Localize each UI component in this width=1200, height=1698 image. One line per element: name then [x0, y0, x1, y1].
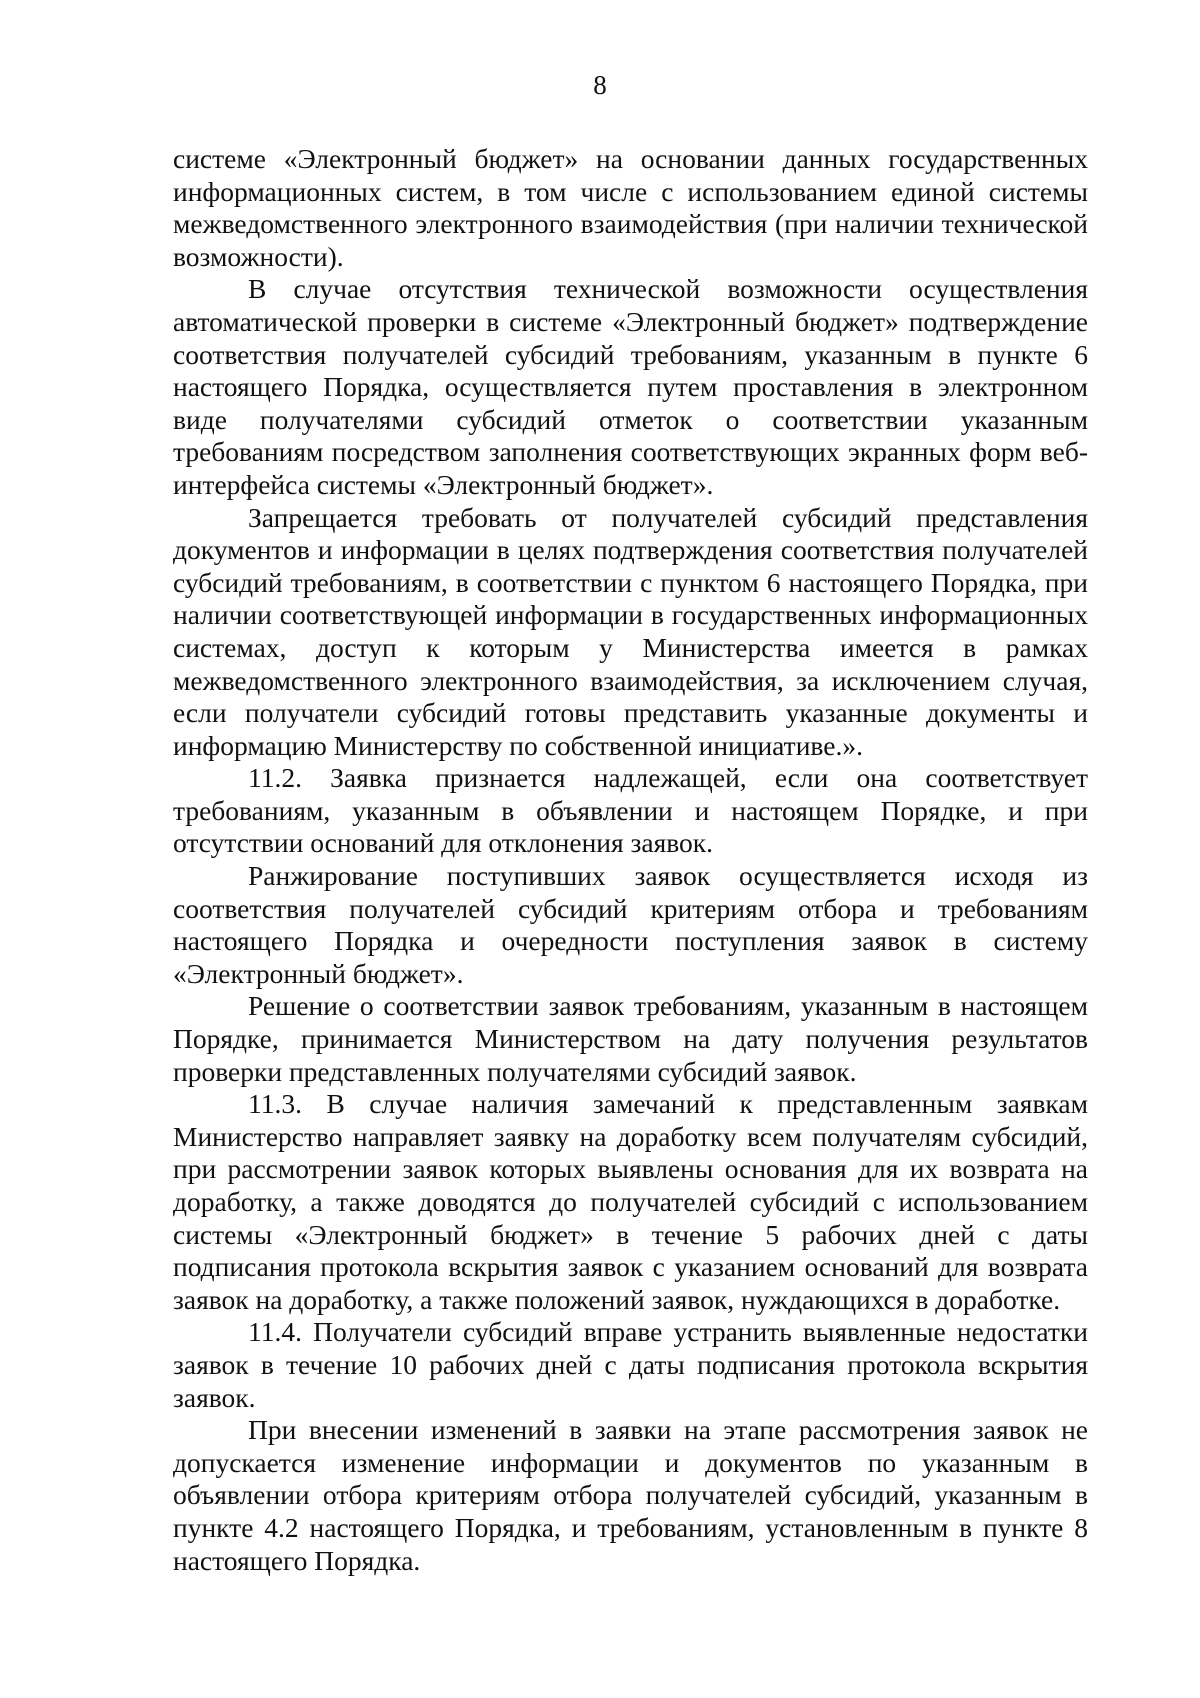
paragraph-1: системе «Электронный бюджет» на основании данных государственных информационных систем, в том числе с использованием единой системы межведомственного электронного взаимодействия (при наличии технической возможности).	[173, 143, 1088, 272]
page-number: 8	[593, 70, 607, 100]
paragraph-4: 11.2. Заявка признается надлежащей, если она соответствует требованиям, указанным в объявлении и настоящем Порядке, и при отсутствии оснований для отклонения заявок.	[173, 762, 1088, 859]
paragraph-5: Ранжирование поступивших заявок осуществляется исходя из соответствия получателей субсидий критериям отбора и требованиям настоящего Порядка и очередности поступления заявок в систему «Электронный бюджет».	[173, 860, 1088, 989]
paragraph-6: Решение о соответствии заявок требованиям, указанным в настоящем Порядке, принимается Министерством на дату получения результатов проверки представленных получателями субсидий заявок.	[173, 990, 1088, 1087]
paragraph-7: 11.3. В случае наличия замечаний к представленным заявкам Министерство направляет заявку на доработку всем получателям субсидий, при рассмотрении заявок которых выявлены основания для их возврата на доработку, а также доводятся до получателей субсидий с использованием системы «Электронный бюджет» в течение 5 рабочих дней с даты подписания протокола вскрытия заявок с указанием оснований для возврата заявок на доработку, а также положений заявок, нуждающихся в доработке.	[173, 1088, 1088, 1315]
paragraph-8: 11.4. Получатели субсидий вправе устранить выявленные недостатки заявок в течение 10 рабочих дней с даты подписания протокола вскрытия заявок.	[173, 1316, 1088, 1413]
paragraph-2: В случае отсутствия технической возможности осуществления автоматической проверки в системе «Электронный бюджет» подтверждение соответствия получателей субсидий требованиям, указанным в пункте 6 настоящего Порядка, осуществляется путем проставления в электронном виде получателями субсидий отметок о соответствии указанным требованиям посредством заполнения соответствующих экранных форм веб-интерфейса системы «Электронный бюджет».	[173, 273, 1088, 500]
paragraph-9: При внесении изменений в заявки на этапе рассмотрения заявок не допускается изменение информации и документов по указанным в объявлении отбора критериям отбора получателей субсидий, указанным в пункте 4.2 настоящего Порядка, и требованиям, установленным в пункте 8 настоящего Порядка.	[173, 1414, 1088, 1576]
paragraph-3: Запрещается требовать от получателей субсидий представления документов и информации в целях подтверждения соответствия получателей субсидий требованиям, в соответствии с пунктом 6 настоящего Порядка, при наличии соответствующей информации в государственных информационных системах, доступ к которым у Министерства имеется в рамках межведомственного электронного взаимодействия, за исключением случая, если получатели субсидий готовы представить указанные документы и информацию Министерству по собственной инициативе.».	[173, 501, 1088, 761]
document-body	[173, 143, 1088, 1577]
